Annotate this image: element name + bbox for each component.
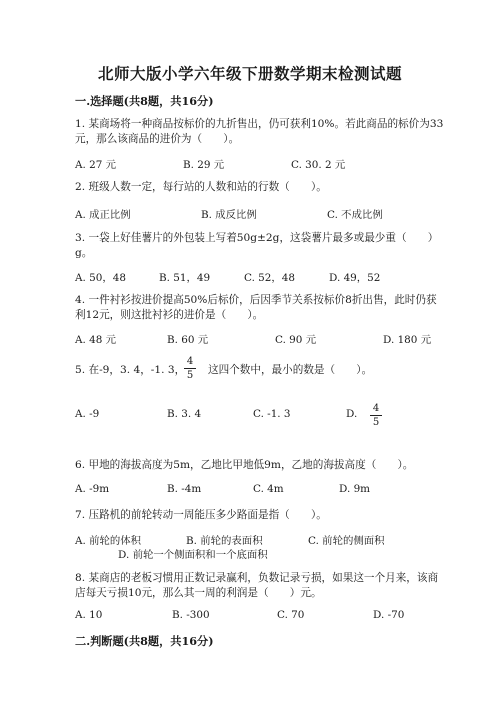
fraction-numerator: 4 [186,356,194,367]
question-8-line-1: 8. 某商店的老板习惯用正数记录赢利，负数记录亏损，如果这一个月来，该商 [75,572,439,584]
question-7-line-1: 7. 压路机的前轮转动一周能压多少路面是指（ ）。 [75,509,327,521]
question-1-option-c: C. 30. 2 元 [291,159,346,171]
question-7-option-c: C. 前轮的侧面积 [308,535,385,547]
question-6-option-c: C. 4m [253,483,284,495]
question-5-option-b: B. 3. 4 [167,408,202,420]
question-7-option-b: B. 前轮的表面积 [186,535,263,547]
question-3-line-2: g。 [75,247,93,259]
question-4-option-a: A. 48 元 [75,334,117,346]
question-5-option-d-fraction [370,403,382,428]
fraction-bar [184,368,196,369]
question-6-option-a: A. -9m [75,483,110,495]
question-7-option-a: A. 前轮的体积 [75,535,142,547]
fraction-numerator: 4 [372,403,380,414]
question-1-line-1: 1. 某商场将一种商品按标价的九折售出，仍可获利10%。若此商品的标价为33 [75,118,444,130]
fraction-denominator: 5 [372,417,380,428]
question-8-option-b: B. -300 [172,609,210,621]
question-8-line-2: 店每天亏损10元，那么其一周的利润是（ ）元。 [75,587,322,599]
question-2-option-c: C. 不成比例 [327,209,383,221]
question-3-option-a: A. 50，48 [75,272,126,284]
question-4-line-2: 利12元，则这批衬衫的进价是（ ）。 [75,309,264,321]
question-3-option-b: B. 51，49 [159,272,211,284]
question-4-option-c: C. 90 元 [275,334,317,346]
question-3-option-d: D. 49，52 [329,272,381,284]
question-1-option-a: A. 27 元 [75,159,117,171]
question-3-line-1: 3. 一袋上好佳薯片的外包装上写着50g±2g，这袋薯片最多或最少重（ ） [75,232,439,244]
question-7-option-d: D. 前轮一个侧面积和一个底面积 [118,549,268,561]
question-5-option-a: A. -9 [75,408,100,420]
question-5-line-1-suffix: 这四个数中，最小的数是（ ）。 [208,364,373,376]
fraction-denominator: 5 [186,370,194,381]
question-5-fraction [184,356,196,381]
question-4-option-b: B. 60 元 [167,334,209,346]
question-8-option-a: A. 10 [75,609,103,621]
question-6-line-1: 6. 甲地的海拔高度为5m，乙地比甲地低9m，乙地的海拔高度（ ）。 [75,459,414,471]
fraction-bar [370,415,382,416]
question-4-option-d: D. 180 元 [383,334,432,346]
question-5-option-d: D. [346,408,358,420]
question-2-line-1: 2. 班级人数一定，每行站的人数和站的行数（ ）。 [75,181,327,193]
question-5-option-c: C. -1. 3 [253,408,291,420]
question-3-option-c: C. 52，48 [244,272,296,284]
question-1-option-b: B. 29 元 [183,159,225,171]
page-title: 北师大版小学六年级下册数学期末检测试题 [97,64,402,83]
question-8-option-c: C. 70 [277,609,305,621]
question-5-line-1-prefix: 5. 在-9，3. 4，-1. 3， [75,364,186,376]
question-8-option-d: D. -70 [373,609,405,621]
question-2-option-a: A. 成正比例 [75,209,131,221]
section-heading-judge: 二.判断题(共8题，共16分) [75,634,214,648]
question-6-option-d: D. 9m [339,483,371,495]
section-heading-choice: 一.选择题(共8题，共16分) [75,94,214,108]
question-1-line-2: 元，那么该商品的进价为（ ）。 [75,133,240,145]
question-2-option-b: B. 成反比例 [201,209,257,221]
question-6-option-b: B. -4m [167,483,202,495]
question-4-line-1: 4. 一件衬衫按进价提高50%后标价，后因季节关系按标价8折出售，此时仍获 [75,294,437,306]
